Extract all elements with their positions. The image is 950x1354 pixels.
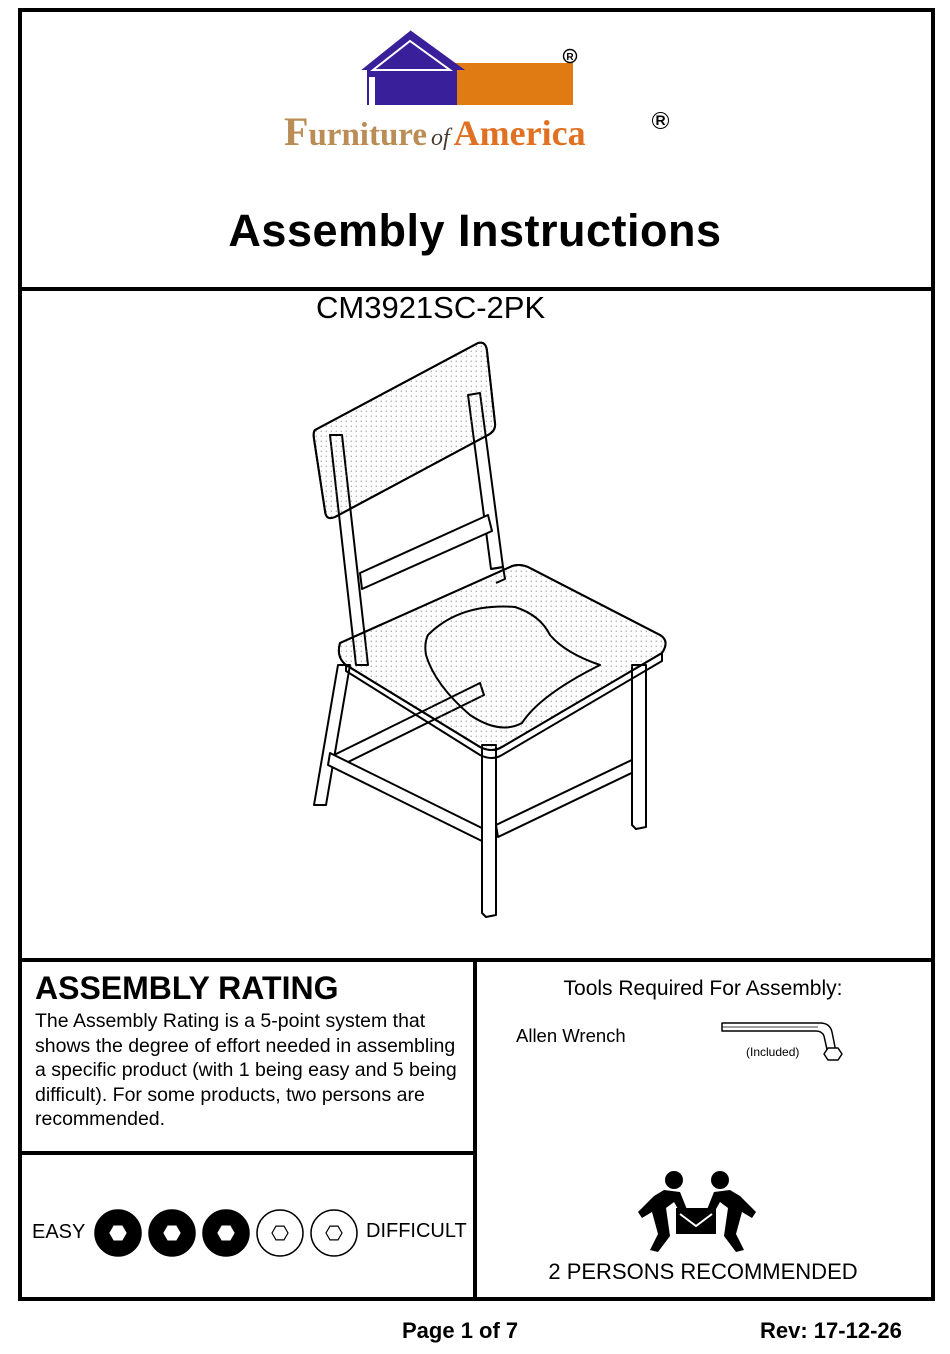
tool-name-allen-wrench: Allen Wrench: [516, 1025, 626, 1046]
chair-illustration: [300, 335, 680, 925]
page-number: Page 1 of 7: [402, 1318, 519, 1343]
brand-word3: America: [453, 113, 586, 153]
tools-heading: Tools Required For Assembly:: [563, 977, 843, 1000]
model-number: CM3921SC-2PK: [316, 290, 546, 325]
difficult-label: DIFFICULT: [366, 1220, 467, 1242]
rating-dot-empty: [257, 1210, 303, 1256]
rating-dot-filled: [149, 1210, 195, 1256]
rating-dot-empty: [311, 1210, 357, 1256]
furniture-of-america-logo: [355, 25, 585, 110]
easy-label: EASY: [32, 1221, 86, 1243]
rating-dot-filled: [203, 1210, 249, 1256]
brand-word1-initial: F: [284, 109, 309, 154]
logo-registered-mark: R: [566, 52, 574, 63]
rating-dot-filled: [95, 1210, 141, 1256]
persons-recommended-label: 2 PERSONS RECOMMENDED: [548, 1259, 858, 1284]
assembly-rating-description: The Assembly Rating is a 5-point system that shows the degree of effort needed in assembling a specific product (with 1 being easy and 5 being difficult). For some products, two persons are recommended.: [35, 1010, 457, 1130]
page-title: Assembly Instructions: [228, 205, 722, 256]
brand-registered-mark: R: [652, 112, 669, 129]
two-persons-lifting-icon: [636, 1168, 756, 1254]
rating-divider: [18, 1151, 477, 1155]
rating-scale: [92, 1205, 362, 1261]
brand-wordmark: [284, 108, 684, 154]
tool-included-note: (Included): [746, 1045, 800, 1059]
bottom-column-divider: [473, 958, 477, 1297]
brand-word2: of: [431, 125, 450, 151]
assembly-rating-heading: ASSEMBLY RATING: [35, 970, 339, 1006]
brand-word1-rest: urniture: [308, 117, 427, 153]
revision-date: Rev: 17-12-26: [760, 1318, 902, 1343]
